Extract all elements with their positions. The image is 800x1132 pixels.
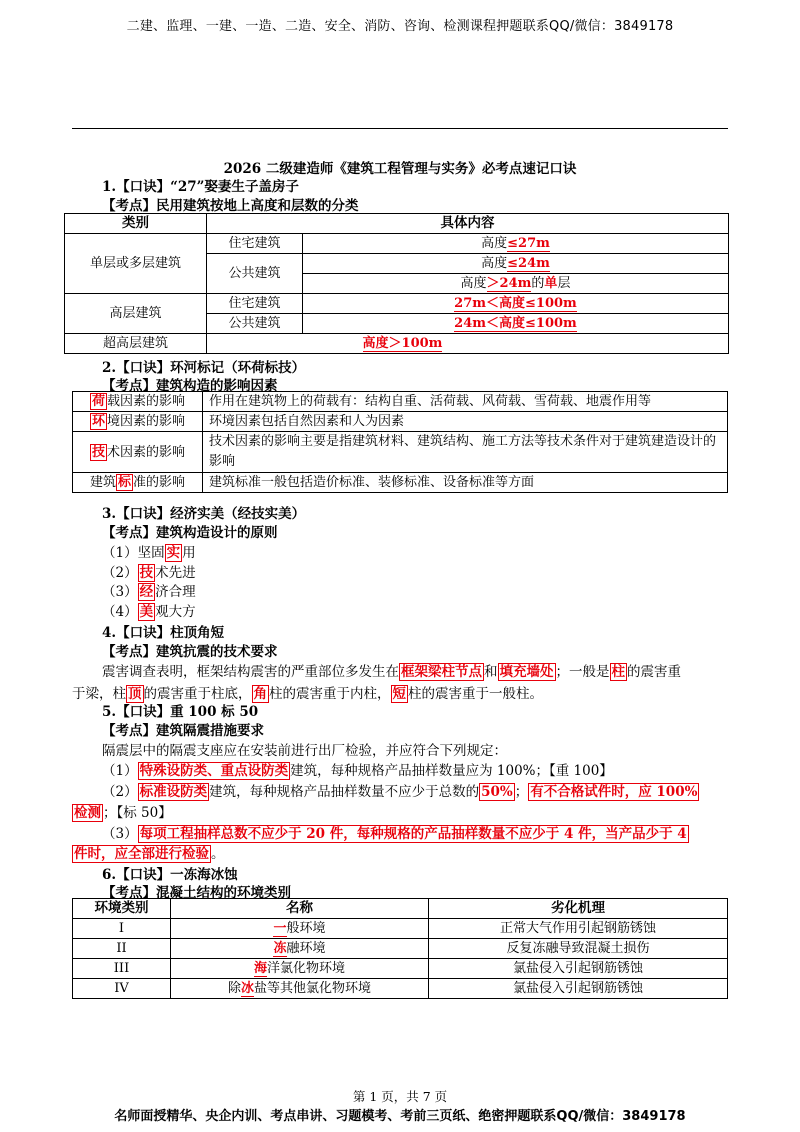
principle-2: （2） 技 术先进 <box>102 565 196 581</box>
page-number: 第 1 页，共 7 页 <box>352 1089 448 1104</box>
s6-point: 【考点】混凝土结构的环境类别 <box>102 885 291 901</box>
isolation-item-3-line1: （3） 每项工程抽样总数不应少于 20 件，每种规格的产品抽样数量不应少于 4 件，当产品少于 4 <box>102 826 687 842</box>
factor-std-desc: 建筑标准一般包括造价标准、装修标准、设备标准等方面 <box>203 473 728 493</box>
factor-std: 建筑 标 准的影响 <box>73 473 203 493</box>
s3-heading: 3.【口诀】经济实美（经技实美） <box>102 506 306 522</box>
factor-tech-desc: 技术因素的影响主要是指建筑材料、建筑结构、施工方法等技术条件对于建筑建造设计的影响 <box>203 432 728 473</box>
row2-value: 高度≤24m <box>303 254 729 274</box>
env-name: 除冰盐等其他氯化物环境 <box>171 979 429 999</box>
env-class-table <box>72 898 728 999</box>
col-category: 类别 <box>65 214 207 234</box>
cat-low-rise: 单层或多层建筑 <box>65 234 207 294</box>
row4-type: 住宅建筑 <box>207 294 303 314</box>
env-mech: 正常大气作用引起钢筋锈蚀 <box>429 919 728 939</box>
env-name: 冻融环境 <box>171 939 429 959</box>
isolation-item-3-line2: 件时，应全部进行检验 。 <box>74 846 225 862</box>
factor-load: 荷 载因素的影响 <box>73 392 203 412</box>
header-promo: 二建、监理、一建、一造、二造、安全、消防、咨询、检测课程押题联系QQ/微信：3849178 <box>126 19 674 34</box>
row6-value: 高度＞100m <box>207 334 729 354</box>
s5-intro: 隔震层中的隔震支座应在安装前进行出厂检验，并应符合下列规定： <box>102 743 507 759</box>
col-env-name: 名称 <box>171 899 429 919</box>
row4-value: 27m＜高度≤100m <box>303 294 729 314</box>
env-class: II <box>73 939 171 959</box>
row3-value: 高度＞24m的单层 <box>303 274 729 294</box>
s6-heading: 6.【口诀】一冻海冰蚀 <box>102 867 238 883</box>
s4-point: 【考点】建筑抗震的技术要求 <box>102 644 278 660</box>
row1-value: 高度≤27m <box>303 234 729 254</box>
env-class: IV <box>73 979 171 999</box>
cat-super-high: 超高层建筑 <box>65 334 207 354</box>
isolation-item-2-line2: 检测 ；【标 50】 <box>74 805 172 821</box>
principle-1: （1）坚固 实 用 <box>102 545 196 561</box>
s1-point: 【考点】民用建筑按地上高度和层数的分类 <box>102 198 359 214</box>
col-env-mech: 劣化机理 <box>429 899 728 919</box>
s4-heading: 4.【口诀】柱顶角短 <box>102 625 225 641</box>
header-rule <box>72 128 728 129</box>
s5-heading: 5.【口诀】重 100 标 50 <box>102 704 259 720</box>
page-title: 2026 二级建造师《建筑工程管理与实务》必考点速记口诀 <box>223 161 577 177</box>
principle-4: （4） 美 观大方 <box>102 604 196 620</box>
env-class: I <box>73 919 171 939</box>
row5-type: 公共建筑 <box>207 314 303 334</box>
s2-heading: 2.【口诀】环河标记（环荷标技） <box>102 360 306 376</box>
factor-tech: 技 术因素的影响 <box>73 432 203 473</box>
s4-para-line2: 于梁，柱 顶 的震害重于柱底， 角 柱的震害重于内柱， 短 柱的震害重于一般柱。 <box>72 686 543 702</box>
s3-point: 【考点】建筑构造设计的原则 <box>102 525 278 541</box>
env-class: III <box>73 959 171 979</box>
col-content: 具体内容 <box>207 214 729 234</box>
env-name: 一般环境 <box>171 919 429 939</box>
s4-para-line1: 震害调查表明，框架结构震害的严重部位多发生在 框架梁柱节点 和 填充墙处 ；一般是 柱 的震害重 <box>102 664 681 680</box>
factor-env: 环 境因素的影响 <box>73 412 203 432</box>
env-name: 海洋氯化物环境 <box>171 959 429 979</box>
s2-point: 【考点】建筑构造的影响因素 <box>102 378 278 394</box>
row2-type: 公共建筑 <box>207 254 303 294</box>
factor-env-desc: 环境因素包括自然因素和人为因素 <box>203 412 728 432</box>
isolation-item-2-line1: （2） 标准设防类 建筑，每种规格产品抽样数量不应少于总数的 50% ； 有不合格试件时，应 100% <box>102 784 698 800</box>
env-mech: 氯盐侵入引起钢筋锈蚀 <box>429 979 728 999</box>
construct-factor-table <box>72 391 728 493</box>
env-mech: 反复冻融导致混凝土损伤 <box>429 939 728 959</box>
factor-load-desc: 作用在建筑物上的荷载有：结构自重、活荷载、风荷载、雪荷载、地震作用等 <box>203 392 728 412</box>
isolation-item-1: （1） 特殊设防类、重点设防类 建筑，每种规格产品抽样数量应为 100%；【重 100】 <box>102 763 613 779</box>
env-mech: 氯盐侵入引起钢筋锈蚀 <box>429 959 728 979</box>
row1-type: 住宅建筑 <box>207 234 303 254</box>
row5-value: 24m＜高度≤100m <box>303 314 729 334</box>
footer-promo: 名师面授精华、央企内训、考点串讲、习题模考、考前三页纸、绝密押题联系QQ/微信：3849178 <box>114 1109 686 1124</box>
cat-high-rise: 高层建筑 <box>65 294 207 334</box>
building-class-table <box>64 213 729 354</box>
s1-heading: 1.【口诀】“27”娶妻生子盖房子 <box>102 179 299 195</box>
principle-3: （3） 经 济合理 <box>102 584 196 600</box>
s5-point: 【考点】建筑隔震措施要求 <box>102 723 264 739</box>
col-env-class: 环境类别 <box>73 899 171 919</box>
